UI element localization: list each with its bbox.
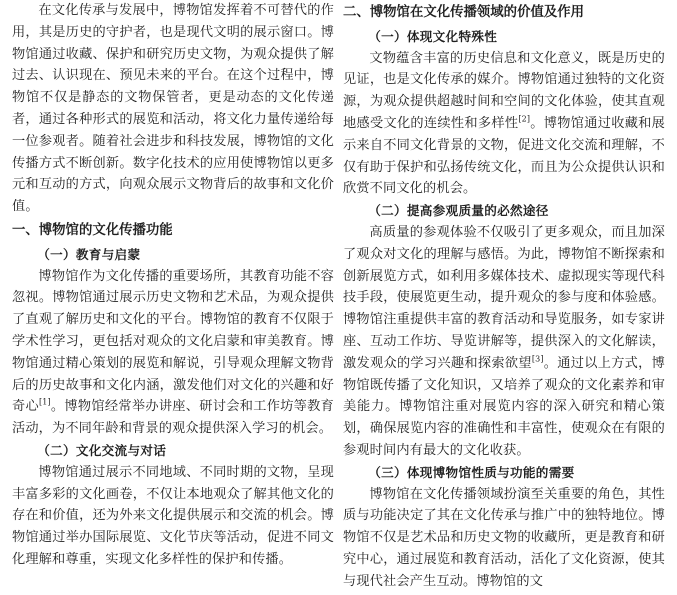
paragraph-text: 。博物馆通过收藏和展示来自不同文化背景的文物，促进文化交流和理解，不仅有助于保护和弘扬传统文化，而且为公众提供认识和欣赏不同文化的机会。	[343, 115, 666, 197]
paragraph-text: 文物蕴含丰富的历史信息和文化意义，既是历史的见证，也是文化传承的媒介。博物馆通过独特的文化资源，为观众提供超越时间和空间的文化体验，使其直观地感受文化的连续性和多样性	[343, 50, 665, 131]
intro-paragraph: 在文化传承与发展中，博物馆发挥着不可替代的作用，其是历史的守护者，也是现代文明的展示窗口。博物馆通过收藏、保护和研究历史文物，为观众提供了解过去、认识现在、预见未来的平台。在这个过程中，博物馆不仅是静态的文物保管者，更是动态的文化传递者，通过各种形式的展览和活动，将文化力量传递给每一位参观者。随着社会进步和科技发展，博物馆的文化传播方式不断创新。数字化技术的应用使博物馆以更多元和互动的方式，向观众展示文物背后的故事和文化价值。	[12, 3, 334, 215]
subsection-heading-2-3: （三）体现博物馆性质与功能的需要	[368, 464, 575, 480]
citation-ref-1: [1]	[38, 397, 51, 407]
paragraph-text: 。博物馆经常举办讲座、研讨会和工作坊等教育活动，为不同年龄和背景的观众提供深入学习的机会。	[12, 399, 334, 437]
paragraph-1-2: 博物馆通过展示不同地域、不同时期的文物，呈现丰富多彩的文化画卷，不仅让本地观众了解其他文化的存在和价值，还为外来文化提供展示和交流的机会。博物馆通过举办国际展览、文化节庆等活动，促进不同文化理解和尊重，实现文化多样性的保护和传播。	[12, 464, 334, 567]
paragraph-2-3: 博物馆在文化传播领域扮演至关重要的角色，其性质与功能决定了其在文化传承与推广中的独特地位。博物馆不仅是艺术品和历史文物的收藏所，更是教育和研究中心，通过展览和教育活动，活化了文化资源，使其与现代社会产生互动。博物馆的文	[343, 486, 665, 589]
right-column	[343, 0, 665, 593]
subsection-heading-2-1: （一）体现文化特殊性	[368, 28, 498, 44]
subsection-heading-1-1: （一）教育与启蒙	[37, 246, 141, 262]
paragraph-text: 高质量的参观体验不仅吸引了更多观众，而且加深了观众对文化的理解与感悟。为此，博物馆不断探索和创新展览方式，如利用多媒体技术、虚拟现实等现代科技手段，使展览更生动，提升观众的参与度和体验感。博物馆注重提供丰富的教育活动和导览服务，如专家讲座、互动工作坊、导览讲解等，提供深入的文化解读，激发观众的学习兴趣和探索欲望	[343, 224, 665, 371]
paragraph-1-1	[12, 266, 334, 440]
section-heading-1: 一、博物馆的文化传播功能	[12, 222, 173, 238]
paragraph-2-1	[343, 48, 665, 201]
paragraph-2-2	[343, 222, 665, 462]
paragraph-text: 博物馆作为文化传播的重要场所，其教育功能不容忽视。博物馆通过展示历史文物和艺术品，为观众提供了直观了解历史和文化的平台。博物馆的教育不仅限于学术性学习，更包括对观众的文化启蒙和审美教育。博物馆通过精心策划的展览和解说，引导观众理解文物背后的历史故事和文化内涵，激发他们对文化的兴趣和好奇心	[12, 268, 334, 415]
paragraph-text: 。通过以上方式，博物馆既传播了文化知识，又培养了观众的文化素养和审美能力。博物馆注重对展览内容的深入研究和精心策划，确保展览内容的准确性和丰富性，使观众在有限的参观时间内有最大的文化收获。	[343, 355, 665, 458]
subsection-heading-2-2: （二）提高参观质量的必然途径	[368, 203, 549, 219]
citation-ref-2: [2]	[518, 114, 531, 124]
citation-ref-3: [3]	[531, 354, 544, 364]
left-column	[12, 0, 334, 571]
section-heading-2: 二、博物馆在文化传播领域的价值及作用	[343, 5, 585, 20]
subsection-heading-1-2: （二）文化交流与对话	[37, 442, 167, 458]
